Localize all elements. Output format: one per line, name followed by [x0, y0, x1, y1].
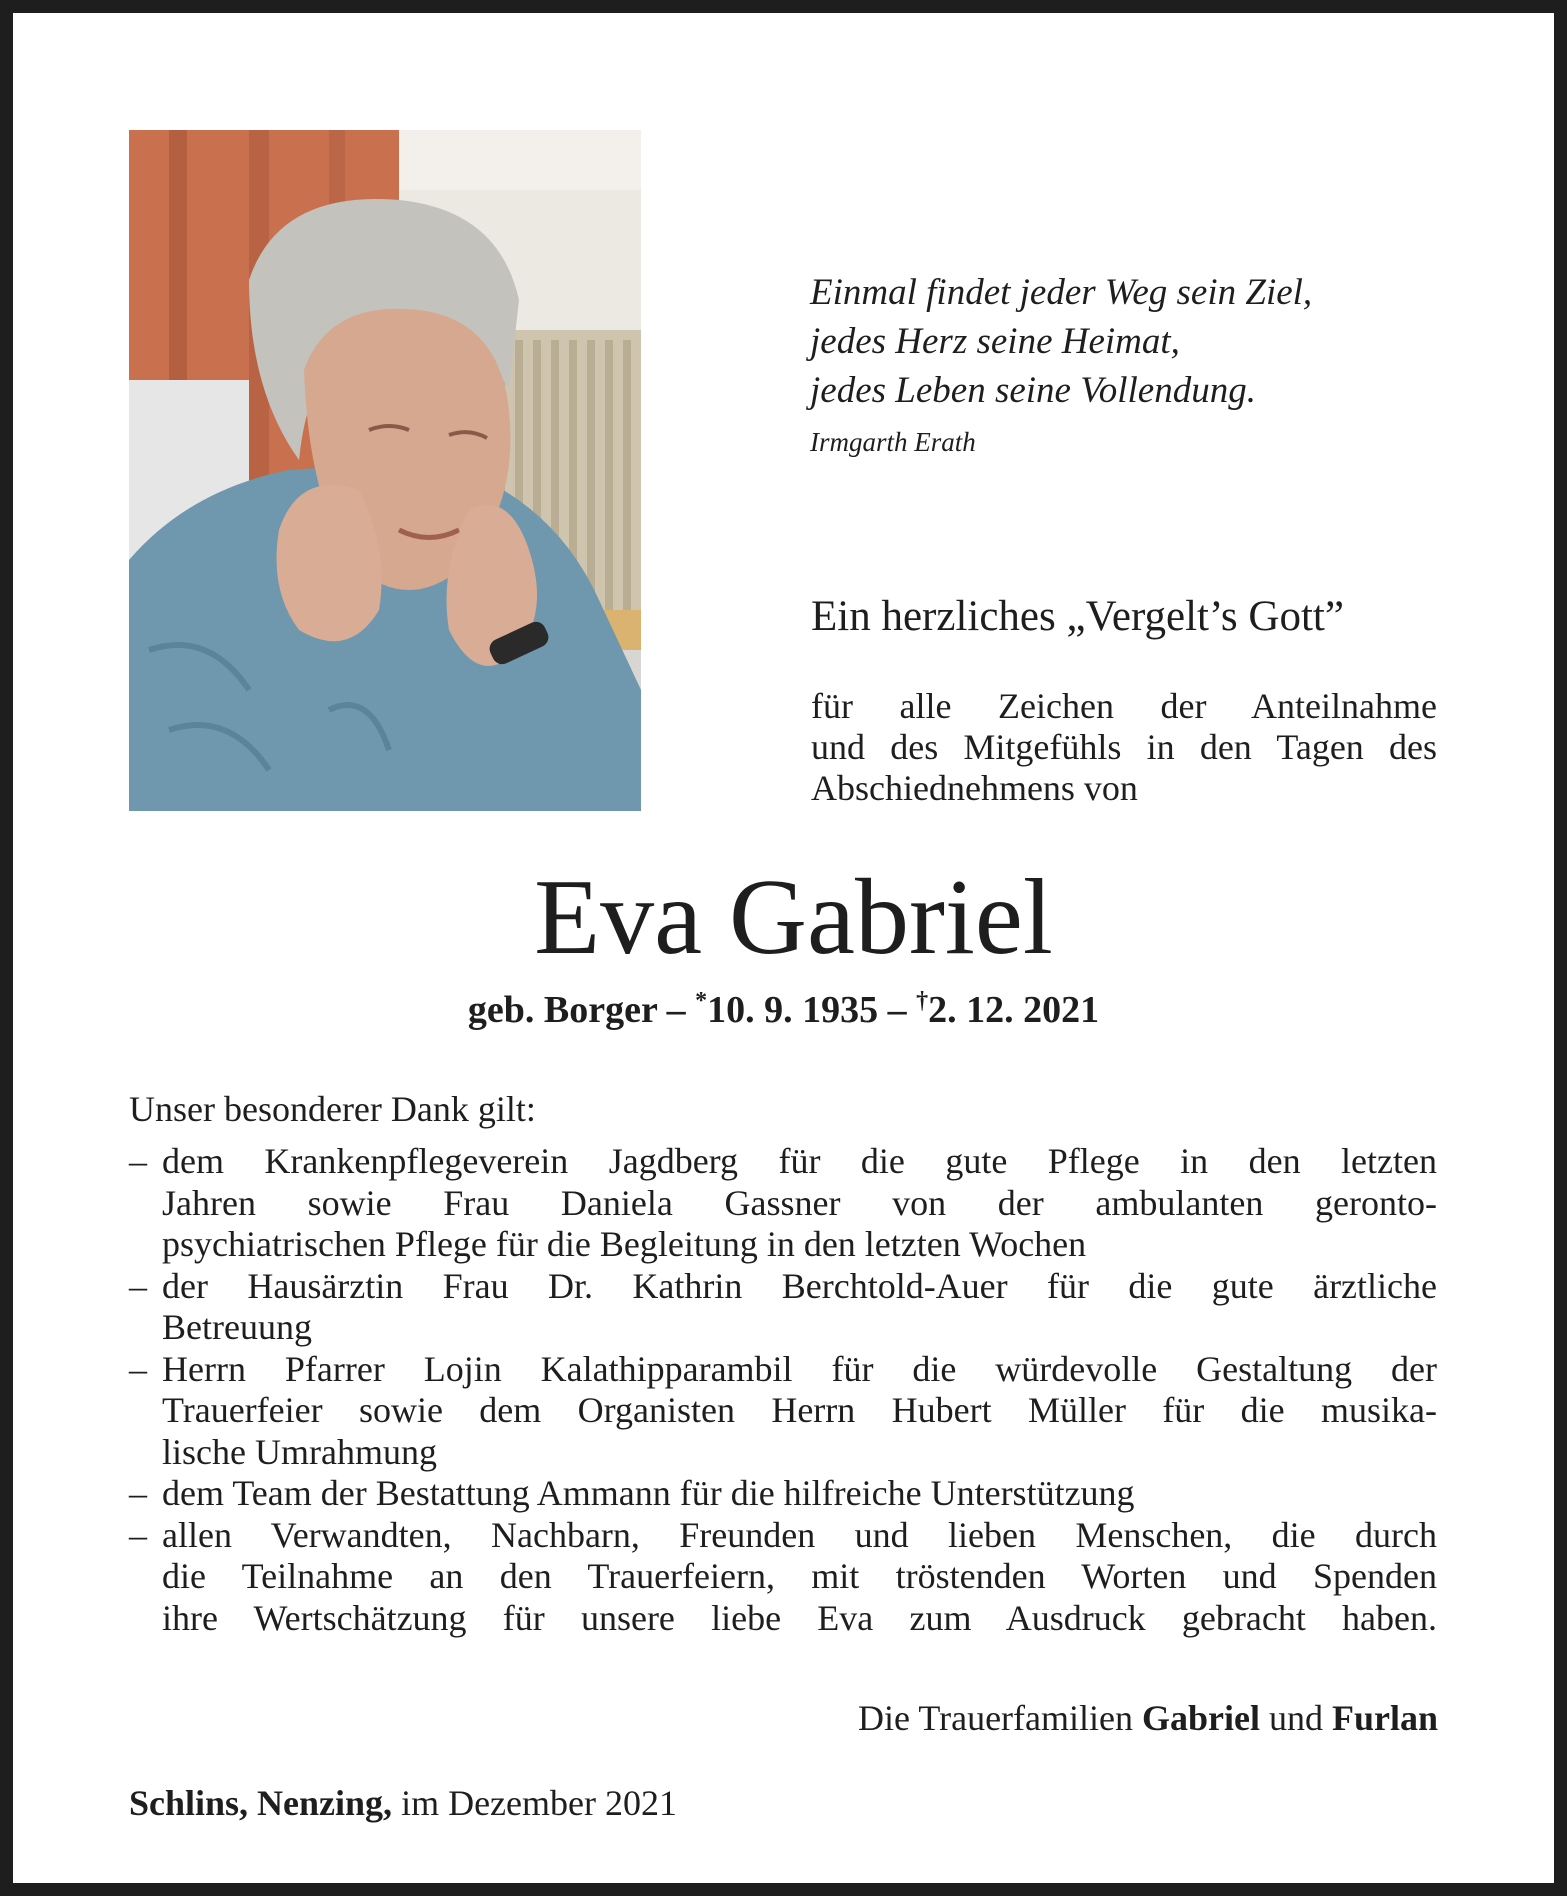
family-name-furlan: Furlan [1331, 1698, 1438, 1738]
list-item [129, 1473, 1437, 1515]
family-name-gabriel: Gabriel [1142, 1698, 1260, 1738]
date-text: im Dezember 2021 [401, 1783, 677, 1823]
list-line: ihre Wertschätzung für unsere liebe Eva zum Ausdruck gebracht haben. [162, 1597, 1437, 1638]
list-line: allen Verwandten, Nachbarn, Freunden und lieben Menschen, die durch [162, 1514, 1437, 1555]
signature-conjunction: und [1268, 1698, 1323, 1738]
deceased-name: Eva Gabriel [534, 858, 1053, 977]
list-dash: – [129, 1473, 147, 1513]
list-item [129, 1349, 1437, 1474]
intro-line: für alle Zeichen der Anteilnahme [811, 686, 1437, 726]
signature-prefix: Die Trauerfamilien [858, 1698, 1133, 1738]
life-dates [0, 988, 1567, 1032]
birth-name: geb. Borger [467, 989, 658, 1031]
thanks-heading: Ein herzliches „Vergelt’s Gott” [811, 593, 1344, 640]
list-dash: – [129, 1348, 147, 1389]
lace-pattern [399, 130, 641, 190]
list-line: Jahren sowie Frau Daniela Gassner von der ambulanten geronto- [162, 1182, 1437, 1223]
list-item [129, 1515, 1437, 1640]
intro-line: und des Mitgefühls in den Tagen des [811, 727, 1437, 767]
list-line: dem Team der Bestattung Ammann für die hilfreiche Unterstützung [162, 1473, 1135, 1513]
place-names: Schlins, Nenzing, [129, 1783, 393, 1823]
portrait-photo [129, 130, 641, 811]
quote-author: Irmgarth Erath [810, 427, 976, 457]
family-signature [858, 1697, 1438, 1739]
separator: – [887, 989, 907, 1031]
gratitude-heading: Unser besonderer Dank gilt: [129, 1089, 536, 1129]
list-line: die Teilnahme an den Trauerfeiern, mit tröstenden Worten und Spenden [162, 1556, 1437, 1596]
list-line: Trauerfeier sowie dem Organisten Herrn Hubert Müller für die musika- [162, 1390, 1437, 1430]
list-item [129, 1141, 1437, 1266]
list-dash: – [129, 1141, 147, 1181]
quote-line: jedes Leben seine Vollendung. [810, 370, 1256, 411]
birth-date: 10. 9. 1935 [707, 989, 879, 1031]
list-item [129, 1266, 1437, 1349]
poem-quote [810, 268, 1450, 458]
list-line: psychiatrischen Pflege für die Begleitung in den letzten Wochen [162, 1224, 1087, 1264]
thanks-intro [811, 686, 1437, 809]
place-and-date [129, 1782, 677, 1824]
list-dash: – [129, 1265, 147, 1306]
list-line: dem Krankenpflegeverein Jagdberg für die gute Pflege in den letzten [162, 1141, 1437, 1181]
separator: – [666, 989, 686, 1031]
list-line: Betreuung [162, 1307, 312, 1347]
list-line: der Hausärztin Frau Dr. Kathrin Berchtold-Auer für die gute ärztliche [162, 1265, 1437, 1306]
list-dash: – [129, 1514, 147, 1555]
birth-symbol: * [695, 988, 708, 1014]
list-line: lische Umrahmung [162, 1431, 437, 1472]
list-line: Herrn Pfarrer Lojin Kalathipparambil für die würdevolle Gestaltung der [162, 1348, 1437, 1389]
quote-line: jedes Herz seine Heimat, [810, 321, 1180, 362]
intro-line: Abschiednehmens von [811, 768, 1138, 808]
death-date: 2. 12. 2021 [928, 989, 1100, 1031]
gratitude-list [129, 1141, 1437, 1639]
quote-line: Einmal findet jeder Weg sein Ziel, [810, 272, 1313, 313]
death-symbol: † [916, 988, 929, 1014]
portrait-illustration [129, 130, 641, 811]
left-hand [277, 485, 382, 641]
